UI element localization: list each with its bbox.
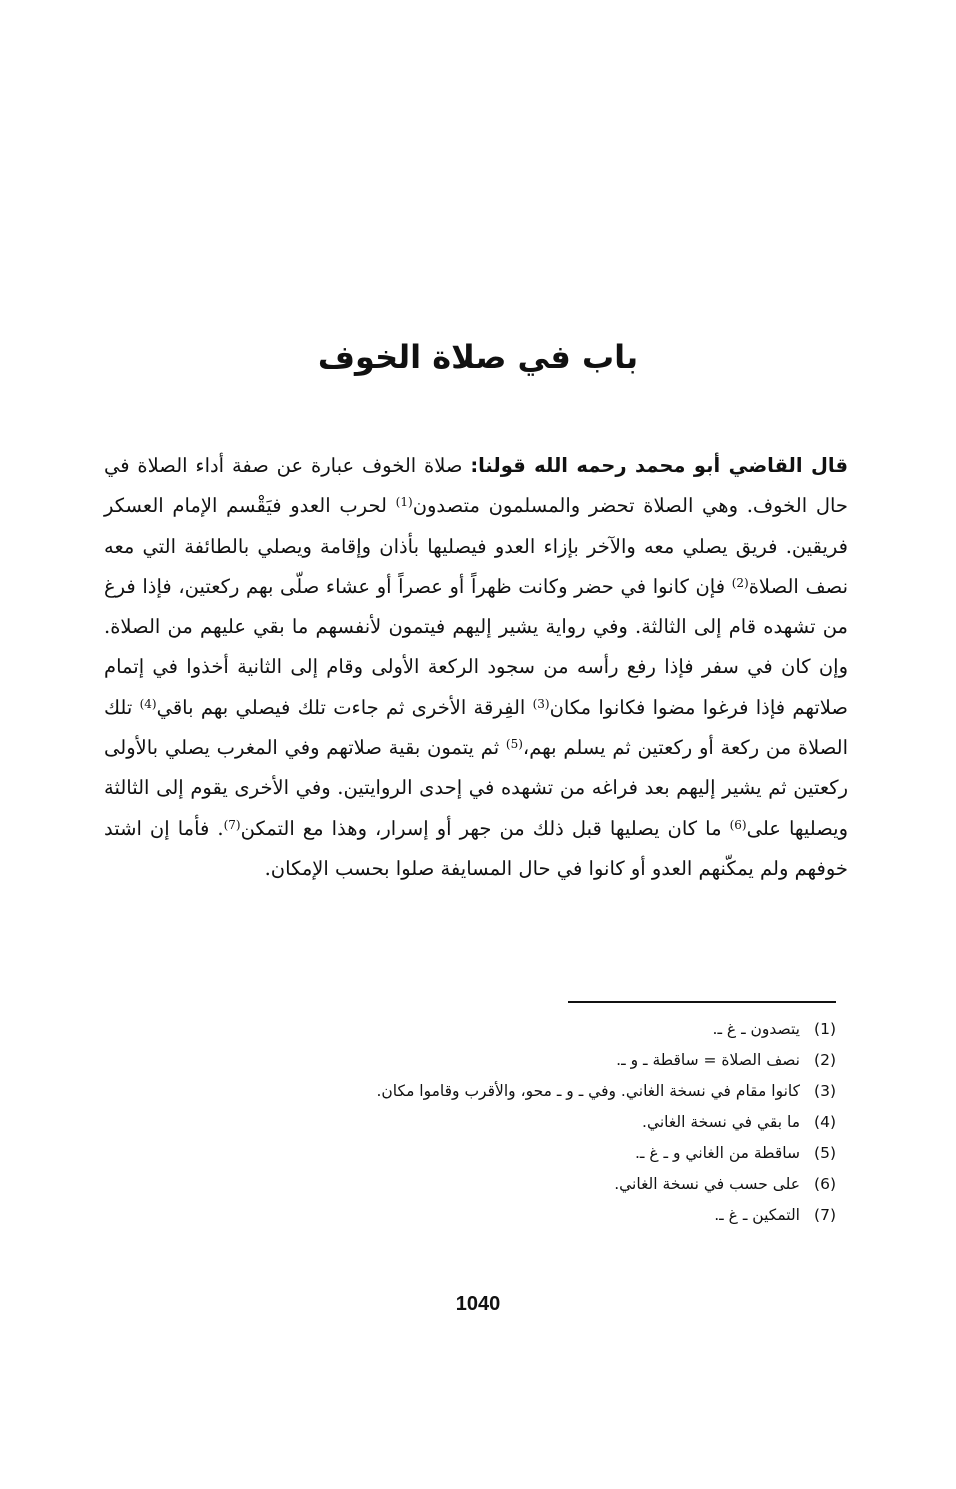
- page-number: 1040: [455, 1293, 501, 1315]
- footnote-text: يتصدون ـ غ ـ.: [712, 1020, 800, 1038]
- footnote-item: [104, 1076, 836, 1107]
- text-segment: . فأما إن اشتد خوفهم ولم يمكّنهم العدو أو كانوا في حال المسايفة صلوا بحسب الإمكان.: [104, 816, 848, 880]
- footnote-text: على حسب في نسخة الغاني.: [614, 1175, 800, 1193]
- footnote-number: (1): [814, 1020, 836, 1038]
- footnote-item: [104, 1107, 836, 1138]
- footnote-text: التمكين ـ غ ـ.: [714, 1206, 800, 1224]
- footnote-number: (2): [814, 1051, 836, 1069]
- footnote-text: نصف الصلاة = ساقطة ـ و ـ.: [616, 1051, 800, 1069]
- text-segment: صلاة الخوف عبارة عن صفة أداء الصلاة في حال الخوف. وهي الصلاة تحضر والمسلمون متصدون: [104, 454, 848, 518]
- footnote-number: (6): [814, 1175, 836, 1193]
- footnote-number: (4): [814, 1113, 836, 1131]
- footnote-ref: (1): [395, 495, 413, 510]
- footnote-ref: (3): [532, 696, 550, 711]
- text-segment: الفِرقة الأخرى ثم جاءت تلك فيصلي بهم باقي: [156, 695, 533, 719]
- footnote-text: كانوا مقام في نسخة الغاني. وفي ـ و ـ محو، والأقرب وقاموا مكان.: [376, 1082, 800, 1100]
- footnote-item: [104, 1169, 836, 1200]
- text-segment: ما كان يصليها قبل ذلك من جهر أو إسرار، وهذا مع التمكن: [240, 816, 730, 840]
- text-segment: ثم يتمون بقية صلاتهم وفي المغرب يصلي بالأولى ركعتين ثم يشير إليهم بعد فراغه من تشهده في إحدى الروايتين. وفي الأخرى يقوم إلى الثالثة ويصليها على: [104, 736, 848, 840]
- footnote-number: (3): [814, 1082, 836, 1100]
- footnote-number: (7): [814, 1206, 836, 1224]
- footnote-item: [104, 1200, 836, 1231]
- footnote-ref: (2): [731, 575, 749, 590]
- text-segment: تلك الصلاة من ركعة أو ركعتين ثم يسلم بهم،: [104, 695, 849, 760]
- footnote-ref: (7): [223, 817, 241, 832]
- footnote-item: [104, 1014, 836, 1045]
- text-segment: فإن كانوا في حضر وكانت ظهراً أو عصراً أو عشاء صلّى بهم ركعتين، فإذا فرغ من تشهده قام إلى الثالثة. وفي رواية يشير إليهم فيتمون لأنفسهم ما بقي عليهم من الصلاة. وإن كان في سفر فإذا رفع رأسه من سجود الركعة الأولى وقام إلى الثانية أخذوا في إتمام صلاتهم فإذا فرغوا مضوا فكانوا مكان: [104, 574, 848, 719]
- chapter-heading: باب في صلاة الخوف: [317, 338, 639, 376]
- footnote-text: ساقطة من الغاني و ـ غ ـ.: [634, 1144, 800, 1162]
- footnote-number: (5): [814, 1144, 836, 1162]
- text-segment: لحرب العدو فيَقْسم الإمام العسكر فريقين. فريق يصلي معه والآخر بإزاء العدو فيصليها بأذان وإقامة ويصلي بالطائفة التي معه نصف الصلاة: [104, 494, 848, 598]
- opening-phrase: قال القاضي أبو محمد رحمه الله قولنا:: [470, 454, 848, 477]
- body-paragraph: [104, 446, 848, 889]
- footnote-ref: (5): [505, 737, 523, 752]
- footnote-text: ما بقي في نسخة الغاني.: [642, 1113, 800, 1131]
- footnote-item: [104, 1045, 836, 1076]
- footnote-divider: [568, 1001, 836, 1003]
- footnote-ref: (4): [139, 696, 157, 711]
- footnote-ref: (6): [729, 817, 747, 832]
- footnotes-list: [104, 1014, 836, 1231]
- paragraph-text: [104, 446, 848, 889]
- footnote-item: [104, 1138, 836, 1169]
